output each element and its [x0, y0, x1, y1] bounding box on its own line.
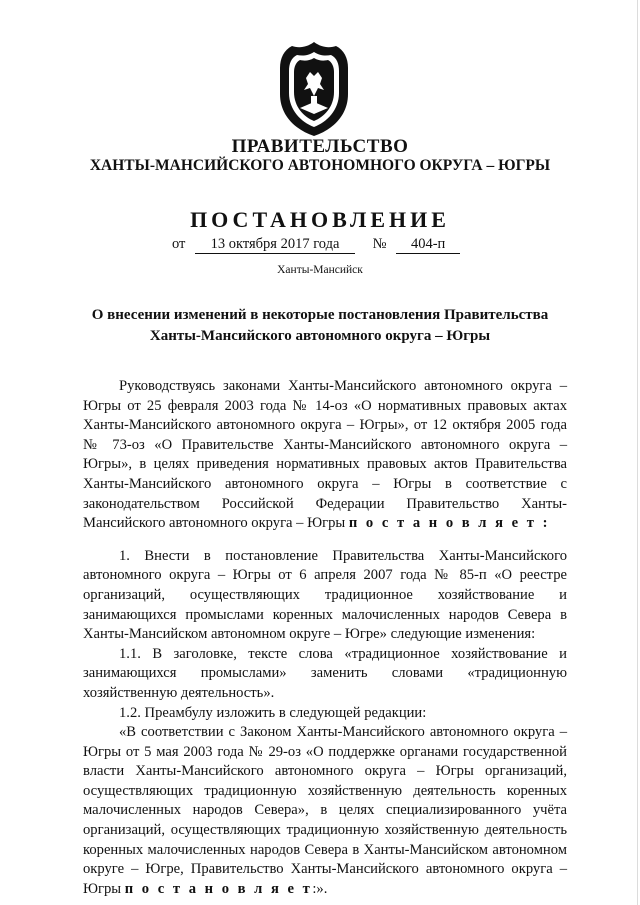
- subject-line-1: О внесении изменений в некоторые постановления Правительства: [91, 307, 549, 323]
- document-subject: [80, 305, 560, 347]
- date-prefix: от: [172, 236, 186, 252]
- number-prefix: №: [372, 236, 387, 252]
- item-1-2-paragraph: 1.2. Преамбулу изложить в следующей редакции:: [119, 704, 427, 721]
- coat-of-arms-icon: [272, 38, 356, 138]
- org-title: ПРАВИТЕЛЬСТВО: [231, 136, 409, 157]
- city: Ханты-Мансийск: [277, 264, 363, 276]
- quote-text: «В соответствии с Законом Ханты-Мансийского автономного округа – Югры от 5 мая 2003 года № 29-оз «О поддержке органами государственной власти Ханты-Мансийского автономного округа – Югры организаций, осуществляющих традиционную хозяйственную деятельность коренных малочисленных народов Севера», в целях специализированного учёта организаций, осуществляющих традиционную хозяйственную деятельность коренных малочисленных народов Севера в Ханты-Мансийском автономном округе – Югре, Правительство Ханты-Мансийского автономного округа – Югры: [83, 724, 567, 897]
- document-date: 13 октября 2017 года: [195, 236, 355, 254]
- preamble-text: Руководствуясь законами Ханты-Мансийского автономного округа – Югры от 25 февраля 2003 года № 14-оз «О нормативных правовых актах Ханты-Мансийского автономного округа – Югры», от 12 октября 2005 года № 73-оз «О Правительстве Ханты-Мансийского автономного округа – Югры», в целях приведения нормативных правовых актов Правительства Ханты-Мансийского автономного округа – Югры в соответствие с законодательством Российской Федерации Правительство Ханты-Мансийского автономного округа – Югры: [83, 378, 567, 532]
- subject-line-2: Ханты-Мансийского автономного округа – Югры: [149, 328, 491, 344]
- preamble-resolves: п о с т а н о в л я е т :: [348, 515, 550, 532]
- document-number: 404-п: [396, 236, 460, 254]
- quote-end: :».: [312, 880, 328, 897]
- document-body: [83, 377, 567, 899]
- org-subtitle: ХАНТЫ-МАНСИЙСКОГО АВТОНОМНОГО ОКРУГА – ЮГРЫ: [89, 157, 551, 174]
- quote-resolves: п о с т а н о в л я е т: [124, 880, 313, 897]
- item-1-1-paragraph: 1.1. В заголовке, тексте слова «традиционное хозяйствование и занимающихся промыслами» заменить словами «традиционную хозяйственную деятельность».: [83, 645, 567, 701]
- item-1-paragraph: 1. Внести в постановление Правительства Ханты-Мансийского автономного округа – Югры от 6 апреля 2007 года № 85-п «О реестре организаций, осуществляющих традиционное хозяйствование и занимающихся промыслами коренных малочисленных народов Севера в Ханты-Мансийском автономном округе – Югре» следующие изменения:: [83, 547, 567, 643]
- preamble-paragraph: [83, 377, 567, 534]
- quote-paragraph: [83, 723, 567, 899]
- document-type: ПОСТАНОВЛЕНИЕ: [190, 207, 450, 232]
- date-number-line: [172, 236, 460, 254]
